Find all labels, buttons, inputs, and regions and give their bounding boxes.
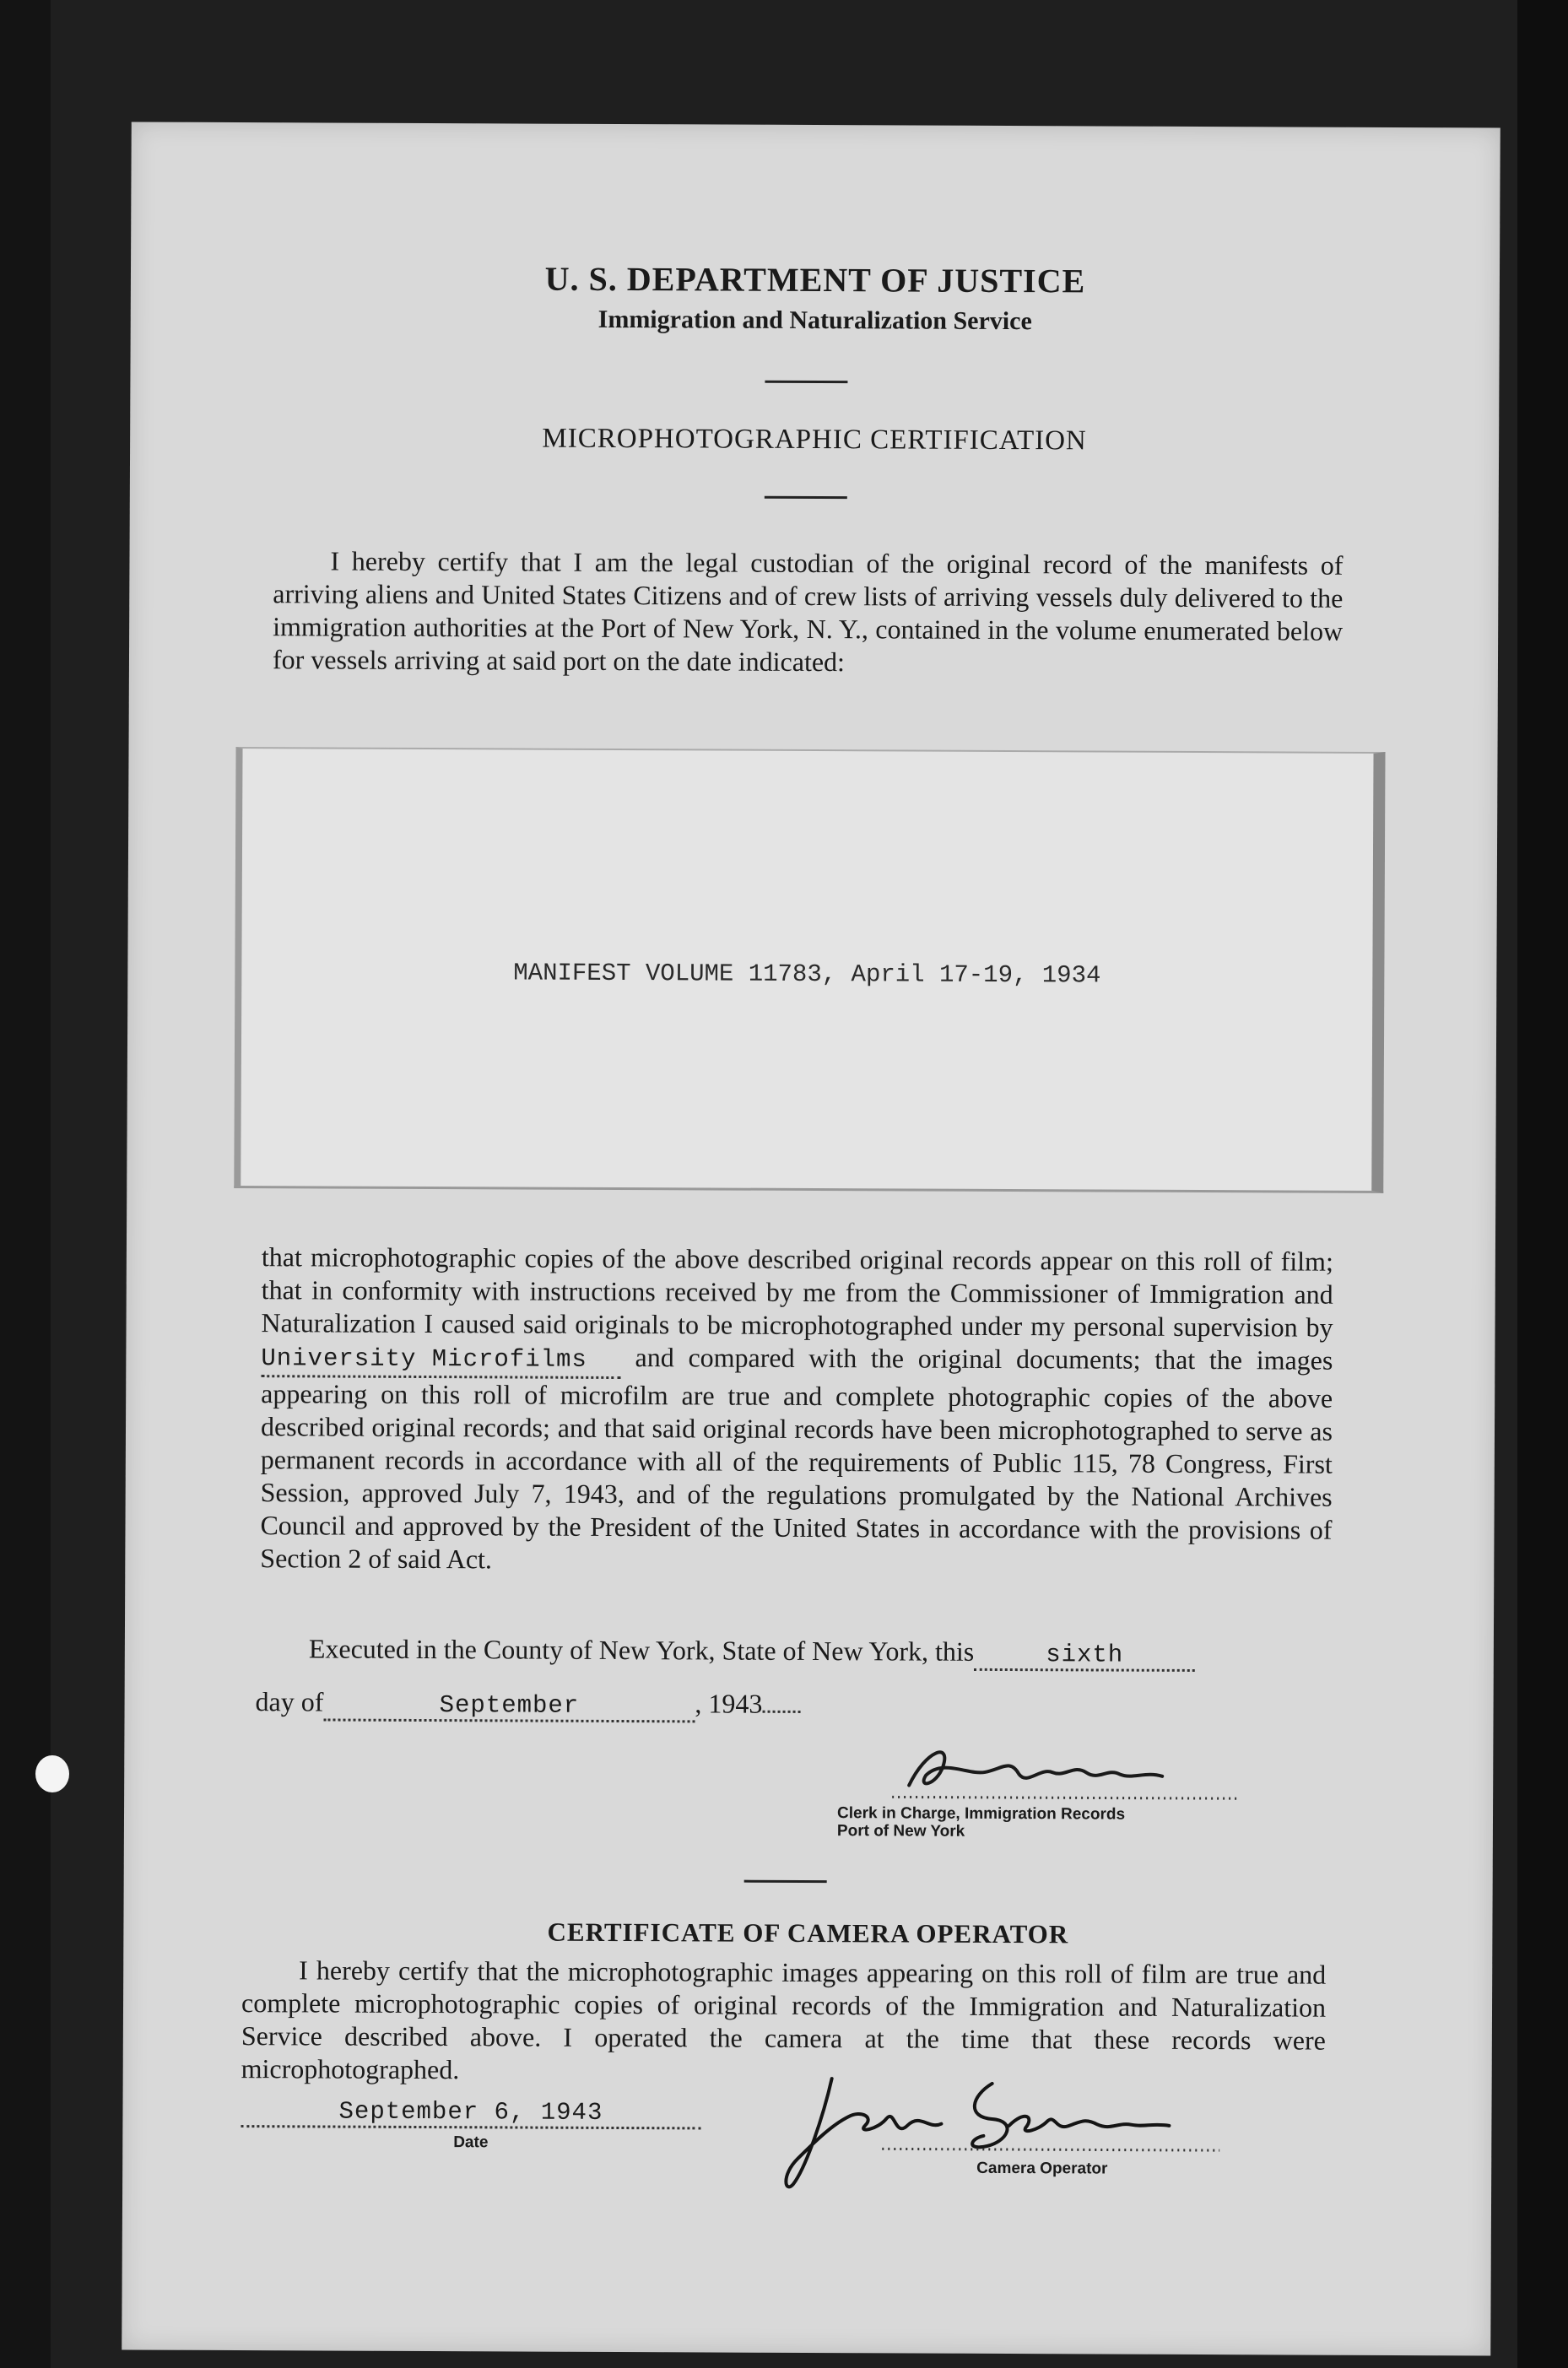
- operator-date-value: September 6, 1943: [338, 2097, 603, 2127]
- copies-paragraph: [260, 1241, 1333, 1580]
- manifest-volume-text: MANIFEST VOLUME 11783, April 17-19, 1934: [513, 959, 1101, 990]
- copies-text-part2: and compared with the original documents; that the images appearing on this roll of microfilm are true and complete photographic copies of the above described original records; and that said original records have been microphotographed to serve as permanent records in accordance with all of the requirements of Public 115, 78 Congress, First Session, approved July 7, 1943, and of the regulations promulgated by the National Archives Council and approved by the President of the United States in accordance with the provisions of Section 2 of said Act.: [260, 1342, 1333, 1575]
- certificate-sheet: [122, 122, 1500, 2355]
- execution-month: September: [439, 1691, 580, 1720]
- supervisor-field: [261, 1339, 621, 1379]
- operator-certificate-paragraph: I hereby certify that the microphotographic images appearing on this roll of film are true and complete microphotographic copies of original records of the Immigration and Naturalization Service described above. I operated the camera at the time that these records were microphotographed.: [241, 1954, 1327, 2085]
- operator-date-field: [241, 2097, 700, 2153]
- execution-year: , 1943: [695, 1688, 763, 1719]
- header-divider: [765, 381, 847, 383]
- clerk-title-line1: Clerk in Charge, Immigration Records: [836, 1804, 1126, 1824]
- clerk-title: [837, 1804, 1125, 1841]
- department-title: U. S. DEPARTMENT OF JUSTICE: [544, 259, 1086, 300]
- date-label: Date: [453, 2133, 489, 2152]
- film-edge-right: [1517, 0, 1568, 2368]
- clerk-signature: [892, 1733, 1238, 1802]
- camera-operator-label: Camera Operator: [976, 2159, 1108, 2178]
- certification-title: MICROPHOTOGRAPHIC CERTIFICATION: [542, 423, 1087, 457]
- clerk-title-line2: Port of New York: [836, 1822, 965, 1841]
- execution-day: sixth: [1046, 1641, 1124, 1669]
- year-trailing-dots: [762, 1711, 800, 1713]
- manifest-card: [234, 747, 1385, 1193]
- punch-hole: [35, 1755, 69, 1792]
- custodian-paragraph: I hereby certify that I am the legal custodian of the original record of the manifests of arriving aliens and United States Citizens and of crew lists of arriving vessels duly delivered to the immigration authorities at the Port of New York, N. Y., contained in the volume enumerated below for vessels arriving at said port on the date indicated:: [272, 545, 1344, 678]
- section-divider: [744, 1880, 827, 1883]
- film-edge-left: [0, 0, 51, 2368]
- operator-date-line: [241, 2097, 700, 2129]
- title-divider: [765, 496, 847, 499]
- day-of-label: day of: [255, 1686, 324, 1717]
- supervisor-value: University Microfilms: [261, 1344, 587, 1374]
- execution-day-field: [974, 1636, 1195, 1672]
- execution-prefix: Executed in the County of New York, State of New York, this: [308, 1633, 975, 1667]
- month-field: [323, 1686, 695, 1722]
- month-line: [256, 1686, 801, 1723]
- copies-text-part1: that microphotographic copies of the above described original records appear on this roll of film; that in conformity with instructions received by me from the Commissioner of Immigration and Naturalization I caused said originals to be microphotographed under my personal supervision by: [261, 1241, 1333, 1343]
- execution-line: [309, 1633, 1196, 1672]
- camera-operator-signature: [781, 2057, 1220, 2203]
- operator-certificate-heading: CERTIFICATE OF CAMERA OPERATOR: [547, 1917, 1069, 1949]
- service-subtitle: Immigration and Naturalization Service: [597, 305, 1032, 336]
